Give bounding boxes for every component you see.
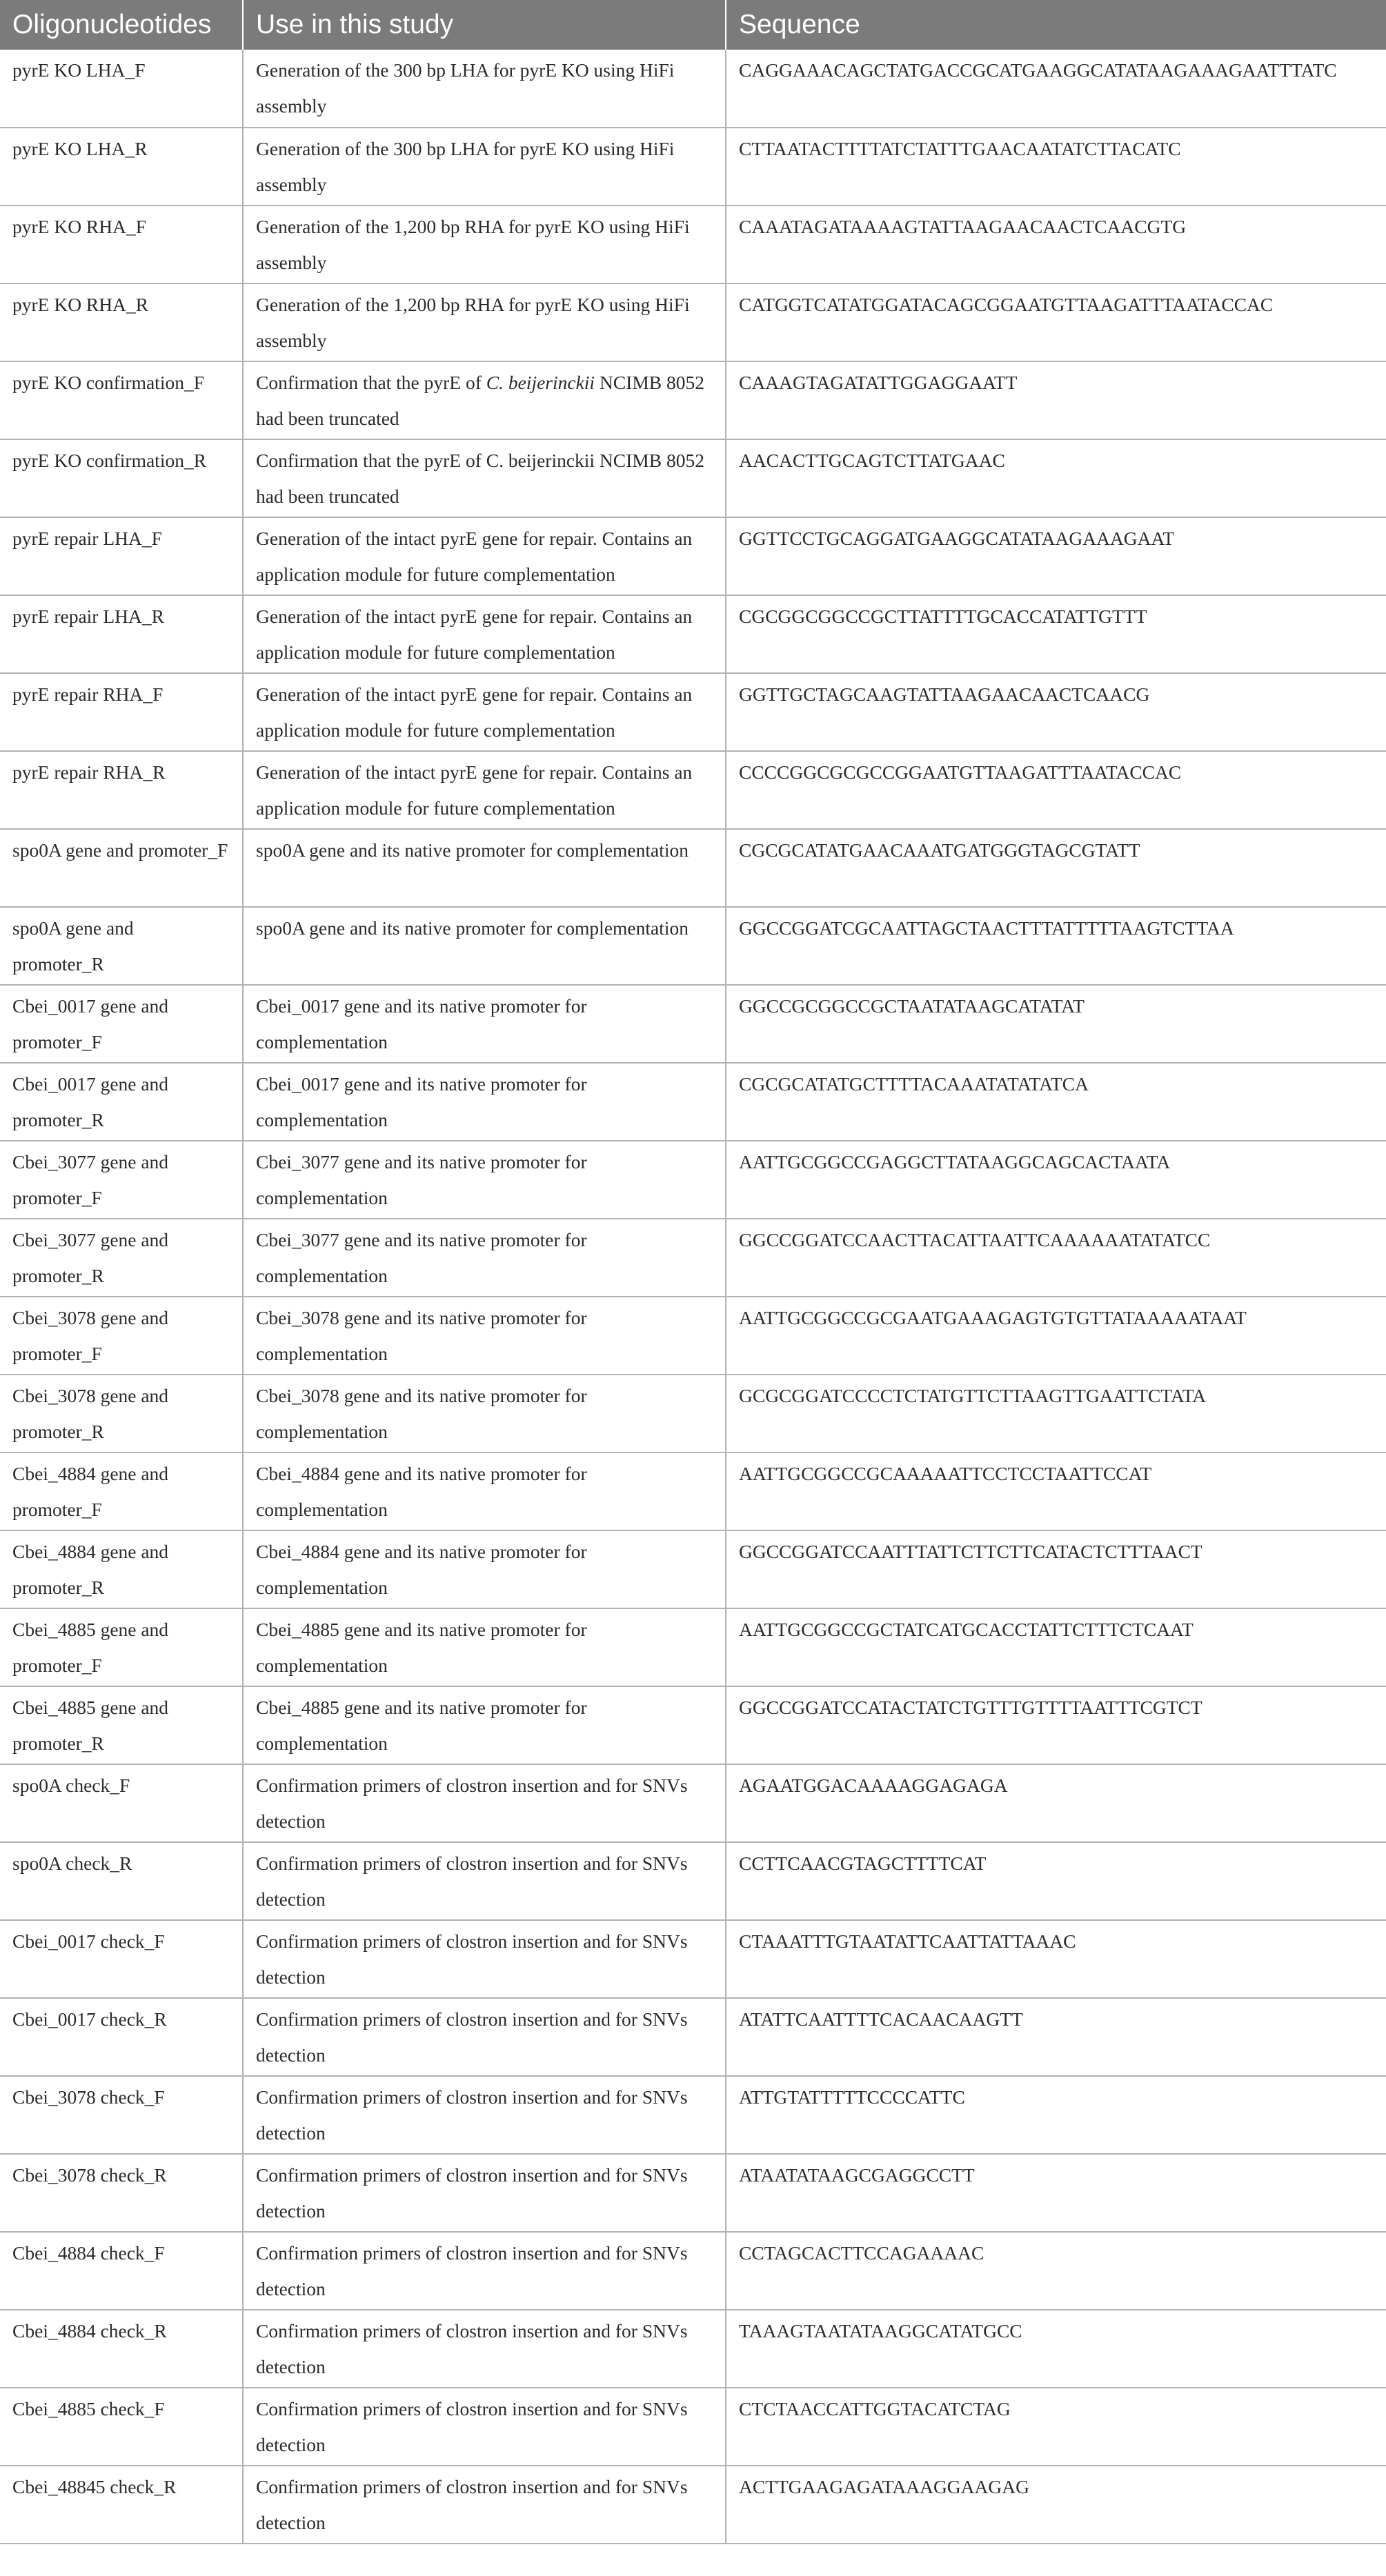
oligo-name-cell: pyrE KO LHA_R — [0, 128, 243, 206]
header-row — [0, 0, 1386, 50]
oligo-name-cell: Cbei_4885 check_F — [0, 2388, 243, 2466]
oligo-name-cell: Cbei_3077 gene and promoter_R — [0, 1219, 243, 1297]
sequence-cell: ATTGTATTTTTCCCCATTC — [726, 2076, 1386, 2154]
oligo-name-cell: Cbei_4884 check_F — [0, 2232, 243, 2310]
use-cell: Confirmation primers of clostron insertion and for SNVs detection — [243, 1998, 726, 2076]
oligo-name-cell: Cbei_4885 gene and promoter_F — [0, 1608, 243, 1686]
oligo-name-cell: pyrE repair LHA_F — [0, 517, 243, 595]
sequence-cell: CCTTCAACGTAGCTTTTCAT — [726, 1842, 1386, 1920]
table-row — [0, 1998, 1386, 2076]
use-cell: Confirmation primers of clostron insertion and for SNVs detection — [243, 2232, 726, 2310]
oligo-name-cell: spo0A gene and promoter_R — [0, 907, 243, 985]
use-text: Confirmation that the pyrE of — [256, 372, 486, 393]
table-row — [0, 751, 1386, 829]
sequence-cell: CCTAGCACTTCCAGAAAAC — [726, 2232, 1386, 2310]
header-oligonucleotides: Oligonucleotides — [0, 0, 243, 50]
table-row — [0, 128, 1386, 206]
oligo-name-cell: Cbei_4884 gene and promoter_R — [0, 1530, 243, 1608]
oligo-name-cell: spo0A gene and promoter_F — [0, 829, 243, 907]
oligo-name-cell: Cbei_4885 gene and promoter_R — [0, 1686, 243, 1764]
sequence-cell: CGCGCATATGAACAAATGATGGGTAGCGTATT — [726, 829, 1386, 907]
sequence-cell: CCCCGGCGCGCCGGAATGTTAAGATTTAATACCAC — [726, 751, 1386, 829]
sequence-cell: ACTTGAAGAGATAAAGGAAGAG — [726, 2466, 1386, 2544]
table-row — [0, 2388, 1386, 2466]
oligo-name-cell: Cbei_3078 gene and promoter_R — [0, 1375, 243, 1452]
table-row — [0, 1375, 1386, 1452]
use-cell: Cbei_3077 gene and its native promoter for complementation — [243, 1141, 726, 1219]
use-cell: spo0A gene and its native promoter for complementation — [243, 907, 726, 985]
oligo-name-cell: pyrE KO LHA_F — [0, 50, 243, 128]
sequence-cell: GGCCGGATCCAATTTATTCTTCTTCATACTCTTTAACT — [726, 1530, 1386, 1608]
use-cell: Cbei_4885 gene and its native promoter for complementation — [243, 1686, 726, 1764]
oligo-name-cell: pyrE repair RHA_F — [0, 673, 243, 751]
oligo-name-cell: pyrE KO RHA_R — [0, 283, 243, 361]
table-row — [0, 1141, 1386, 1219]
use-cell: Generation of the intact pyrE gene for repair. Contains an application module for future complementation — [243, 673, 726, 751]
oligo-name-cell: Cbei_48845 check_R — [0, 2466, 243, 2544]
use-cell: Cbei_4884 gene and its native promoter for complementation — [243, 1530, 726, 1608]
sequence-cell: CAAATAGATAAAAGTATTAAGAACAACTCAACGTG — [726, 206, 1386, 283]
use-cell: Confirmation primers of clostron insertion and for SNVs detection — [243, 1764, 726, 1842]
table-row — [0, 361, 1386, 439]
use-cell: Confirmation primers of clostron insertion and for SNVs detection — [243, 2310, 726, 2388]
use-cell: Cbei_0017 gene and its native promoter for complementation — [243, 985, 726, 1063]
sequence-cell: GGCCGGATCCATACTATCTGTTTGTTTTAATTTCGTCT — [726, 1686, 1386, 1764]
table-row — [0, 829, 1386, 907]
header-use: Use in this study — [243, 0, 726, 50]
sequence-cell: CTTAATACTTTTATCTATTTGAACAATATCTTACATC — [726, 128, 1386, 206]
sequence-cell: AATTGCGGCCGCAAAAATTCCTCCTAATTCCAT — [726, 1452, 1386, 1530]
table-row — [0, 1842, 1386, 1920]
use-cell: Generation of the 300 bp LHA for pyrE KO using HiFi assembly — [243, 128, 726, 206]
sequence-cell: GGCCGGATCGCAATTAGCTAACTTTATTTTTAAGTCTTAA — [726, 907, 1386, 985]
use-cell: Cbei_0017 gene and its native promoter for complementation — [243, 1063, 726, 1141]
table-row — [0, 2076, 1386, 2154]
use-cell: Cbei_3078 gene and its native promoter for complementation — [243, 1297, 726, 1375]
table-row — [0, 1686, 1386, 1764]
sequence-cell: CATGGTCATATGGATACAGCGGAATGTTAAGATTTAATACCAC — [726, 283, 1386, 361]
oligo-name-cell: pyrE KO RHA_F — [0, 206, 243, 283]
oligo-name-cell: Cbei_0017 check_R — [0, 1998, 243, 2076]
sequence-cell: GGTTGCTAGCAAGTATTAAGAACAACTCAACG — [726, 673, 1386, 751]
sequence-cell: CAGGAAACAGCTATGACCGCATGAAGGCATATAAGAAAGAATTTATC — [726, 50, 1386, 128]
sequence-cell: GGTTCCTGCAGGATGAAGGCATATAAGAAAGAAT — [726, 517, 1386, 595]
table-row — [0, 1219, 1386, 1297]
oligo-name-cell: Cbei_0017 check_F — [0, 1920, 243, 1998]
sequence-cell: AATTGCGGCCGCGAATGAAAGAGTGTGTTATAAAAATAAT — [726, 1297, 1386, 1375]
use-cell: spo0A gene and its native promoter for complementation — [243, 829, 726, 907]
sequence-cell: TAAAGTAATATAAGGCATATGCC — [726, 2310, 1386, 2388]
sequence-cell: AGAATGGACAAAAGGAGAGA — [726, 1764, 1386, 1842]
table-row — [0, 1608, 1386, 1686]
table-row — [0, 206, 1386, 283]
sequence-cell: AATTGCGGCCGCTATCATGCACCTATTCTTTCTCAAT — [726, 1608, 1386, 1686]
sequence-cell: ATAATATAAGCGAGGCCTT — [726, 2154, 1386, 2232]
use-cell: Cbei_4884 gene and its native promoter for complementation — [243, 1452, 726, 1530]
sequence-cell: CGCGCATATGCTTTTACAAATATATATCA — [726, 1063, 1386, 1141]
table-body — [0, 50, 1386, 2544]
use-cell: Generation of the intact pyrE gene for repair. Contains an application module for future complementation — [243, 751, 726, 829]
table-row — [0, 2154, 1386, 2232]
oligo-name-cell: Cbei_0017 gene and promoter_F — [0, 985, 243, 1063]
table-row — [0, 985, 1386, 1063]
use-cell: Generation of the 1,200 bp RHA for pyrE KO using HiFi assembly — [243, 283, 726, 361]
use-cell: Generation of the 1,200 bp RHA for pyrE KO using HiFi assembly — [243, 206, 726, 283]
oligo-name-cell: pyrE KO confirmation_F — [0, 361, 243, 439]
oligo-name-cell: Cbei_3078 check_F — [0, 2076, 243, 2154]
use-cell: Generation of the intact pyrE gene for repair. Contains an application module for future complementation — [243, 595, 726, 673]
sequence-cell: ATATTCAATTTTCACAACAAGTT — [726, 1998, 1386, 2076]
table-row — [0, 1297, 1386, 1375]
oligo-name-cell: pyrE KO confirmation_R — [0, 439, 243, 517]
use-cell: Cbei_4885 gene and its native promoter for complementation — [243, 1608, 726, 1686]
use-text: NCIMB 8052 had been truncated — [256, 372, 704, 429]
table-row — [0, 907, 1386, 985]
sequence-cell: CGCGGCGGCCGCTTATTTTGCACCATATTGTTT — [726, 595, 1386, 673]
table-row — [0, 1920, 1386, 1998]
oligo-name-cell: Cbei_4884 gene and promoter_F — [0, 1452, 243, 1530]
sequence-cell: CTAAATTTGTAATATTCAATTATTAAAC — [726, 1920, 1386, 1998]
oligo-name-cell: Cbei_4884 check_R — [0, 2310, 243, 2388]
sequence-cell: CAAAGTAGATATTGGAGGAATT — [726, 361, 1386, 439]
use-cell: Cbei_3077 gene and its native promoter for complementation — [243, 1219, 726, 1297]
table-row — [0, 1063, 1386, 1141]
use-cell: Confirmation primers of clostron insertion and for SNVs detection — [243, 2466, 726, 2544]
table-row — [0, 2310, 1386, 2388]
table-row — [0, 517, 1386, 595]
oligo-name-cell: pyrE repair RHA_R — [0, 751, 243, 829]
oligo-name-cell: Cbei_0017 gene and promoter_R — [0, 1063, 243, 1141]
table-row — [0, 283, 1386, 361]
use-cell — [243, 361, 726, 439]
sequence-cell: GGCCGGATCCAACTTACATTAATTCAAAAAATATATCC — [726, 1219, 1386, 1297]
oligo-name-cell: spo0A check_R — [0, 1842, 243, 1920]
oligo-name-cell: Cbei_3078 gene and promoter_F — [0, 1297, 243, 1375]
use-cell: Confirmation primers of clostron insertion and for SNVs detection — [243, 2388, 726, 2466]
sequence-cell: AATTGCGGCCGAGGCTTATAAGGCAGCACTAATA — [726, 1141, 1386, 1219]
header-sequence: Sequence — [726, 0, 1386, 50]
use-cell: Confirmation that the pyrE of C. beijerinckii NCIMB 8052 had been truncated — [243, 439, 726, 517]
table-row — [0, 439, 1386, 517]
use-cell: Generation of the 300 bp LHA for pyrE KO using HiFi assembly — [243, 50, 726, 128]
use-cell: Confirmation primers of clostron insertion and for SNVs detection — [243, 1842, 726, 1920]
use-cell: Generation of the intact pyrE gene for repair. Contains an application module for future complementation — [243, 517, 726, 595]
oligo-name-cell: pyrE repair LHA_R — [0, 595, 243, 673]
table-row — [0, 2466, 1386, 2544]
oligo-name-cell: spo0A check_F — [0, 1764, 243, 1842]
table-row — [0, 595, 1386, 673]
sequence-cell: GCGCGGATCCCCTCTATGTTCTTAAGTTGAATTCTATA — [726, 1375, 1386, 1452]
table-row — [0, 1452, 1386, 1530]
table-row — [0, 50, 1386, 128]
sequence-cell: AACACTTGCAGTCTTATGAAC — [726, 439, 1386, 517]
table-header — [0, 0, 1386, 50]
use-cell: Confirmation primers of clostron insertion and for SNVs detection — [243, 2076, 726, 2154]
sequence-cell: CTCTAACCATTGGTACATCTAG — [726, 2388, 1386, 2466]
oligo-name-cell: Cbei_3077 gene and promoter_F — [0, 1141, 243, 1219]
table-row — [0, 1764, 1386, 1842]
use-cell: Cbei_3078 gene and its native promoter for complementation — [243, 1375, 726, 1452]
use-cell: Confirmation primers of clostron insertion and for SNVs detection — [243, 2154, 726, 2232]
sequence-cell: GGCCGCGGCCGCTAATATAAGCATATAT — [726, 985, 1386, 1063]
table-row — [0, 2232, 1386, 2310]
table-row — [0, 673, 1386, 751]
use-cell: Confirmation primers of clostron insertion and for SNVs detection — [243, 1920, 726, 1998]
species-name: C. beijerinckii — [486, 372, 595, 393]
table-row — [0, 1530, 1386, 1608]
oligo-name-cell: Cbei_3078 check_R — [0, 2154, 243, 2232]
